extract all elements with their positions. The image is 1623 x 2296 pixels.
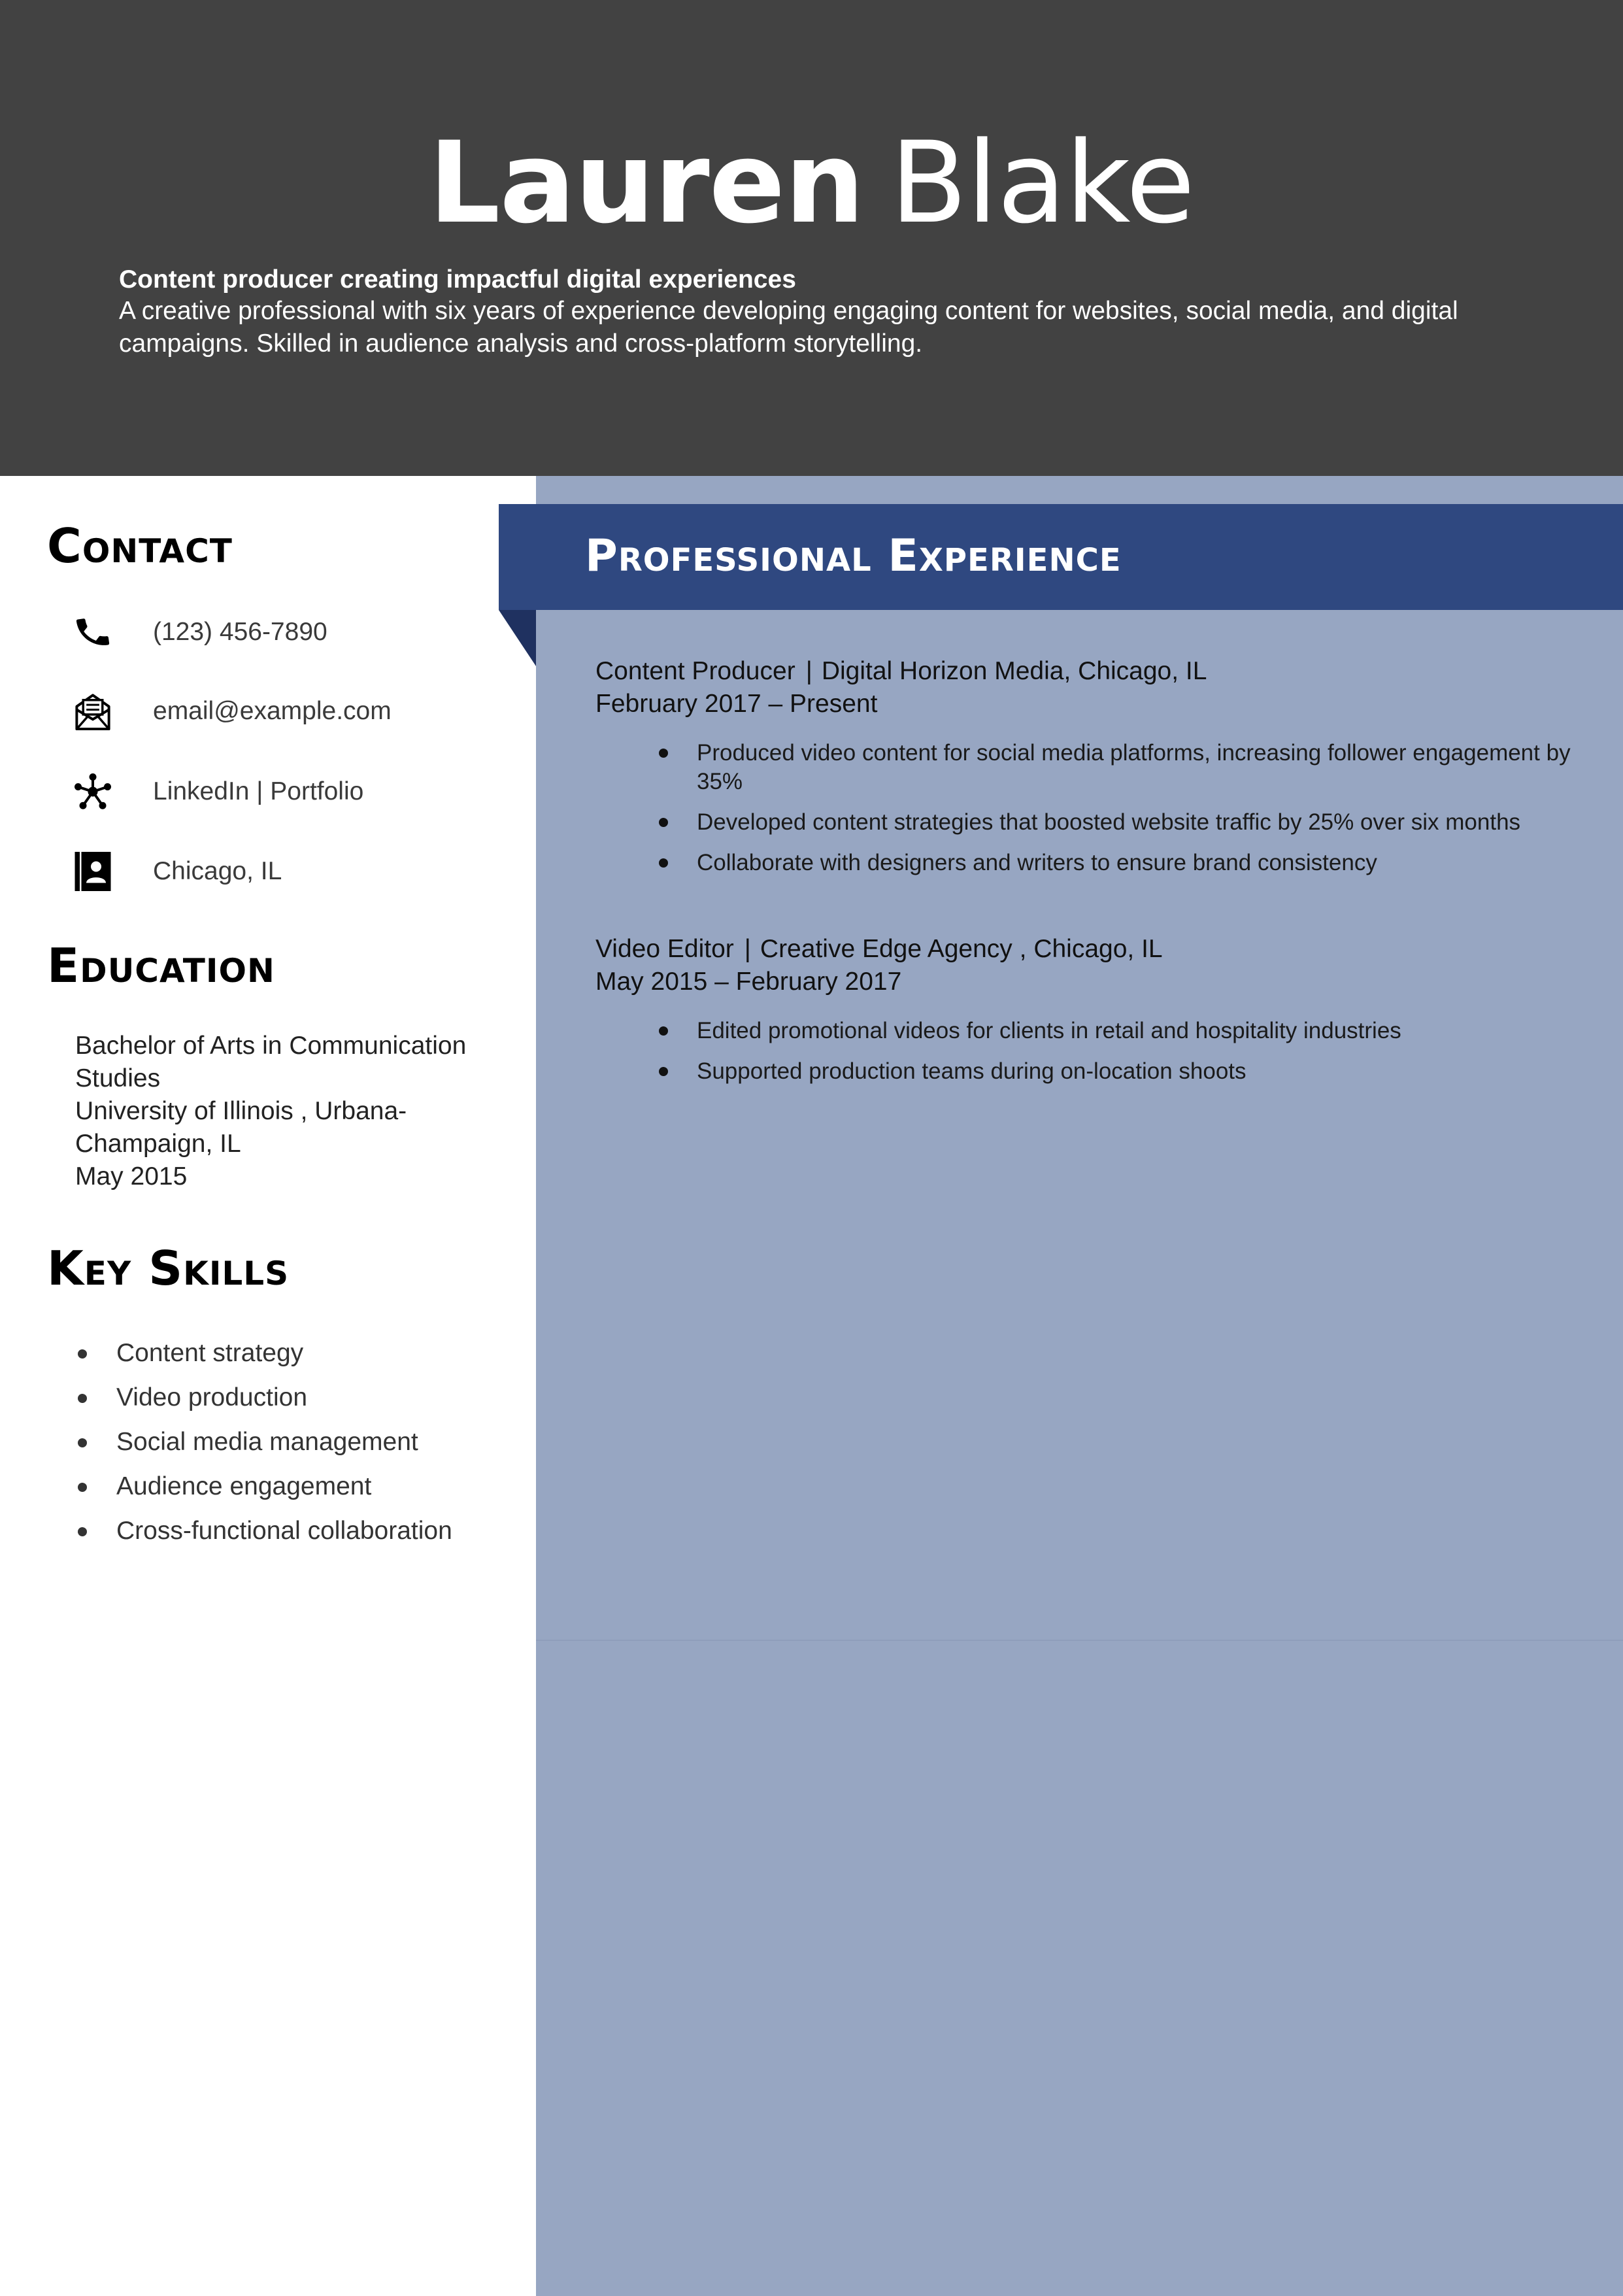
tagline: Content producer creating impactful digital experiences [119,265,796,294]
graduation-date: May 2015 [75,1162,188,1190]
job-heading [595,933,1589,966]
education-entry [75,1030,520,1193]
column-divider-line [536,1640,1623,1641]
skills-title: Key Skills [47,1241,290,1296]
education-title: Education [47,938,275,993]
phone-number: (123) 456-7890 [153,618,327,646]
job-company: Digital Horizon Media, Chicago, IL [821,657,1207,685]
job-separator: | [805,657,812,685]
email-address: email@example.com [153,697,392,725]
list-item: Developed content strategies that boosted website traffic by 25% over six months [595,808,1589,837]
last-name: Blake [890,117,1195,248]
location: Chicago, IL [153,857,282,885]
mail-icon [72,690,114,732]
job-bullets [595,739,1589,877]
contact-title: Contact [47,518,233,573]
job-company: Creative Edge Agency , Chicago, IL [760,935,1163,963]
resume-header [0,0,1623,476]
job-dates: May 2015 – February 2017 [595,968,902,996]
list-item: Audience engagement [75,1464,520,1509]
experience-title: Professional Experience [585,530,1122,582]
contact-card-icon [72,851,114,892]
job-entry [595,933,1589,1098]
list-item: Cross-functional collaboration [75,1509,520,1553]
job-role: Video Editor [595,935,734,963]
job-dates: February 2017 – Present [595,690,878,718]
list-item: Produced video content for social media platforms, increasing follower engagement by 35% [595,739,1589,796]
candidate-name [0,114,1623,252]
first-name: Lauren [428,117,864,248]
job-role: Content Producer [595,657,795,685]
list-item: Collaborate with designers and writers to ensure brand consistency [595,849,1589,877]
job-separator: | [744,935,751,963]
banner-fold [499,610,536,666]
contact-phone [72,609,516,655]
degree: Bachelor of Arts in Communication Studies [75,1032,467,1092]
summary: A creative professional with six years of experience developing engaging content for websites, social media, and digital campaigns. Skilled in audience analysis and cross-platform storytelling. [119,297,1458,358]
profile-links: LinkedIn | Portfolio [153,777,364,805]
network-icon [72,771,114,813]
school: University of Illinois , Urbana-Champaign, IL [75,1097,407,1158]
job-entry [595,655,1589,889]
phone-icon [72,611,114,653]
list-item: Supported production teams during on-location shoots [595,1057,1589,1086]
contact-location [72,849,516,894]
list-item: Social media management [75,1420,520,1464]
list-item: Video production [75,1376,520,1420]
list-item: Edited promotional videos for clients in retail and hospitality industries [595,1017,1589,1045]
job-bullets [595,1017,1589,1086]
job-heading [595,655,1589,688]
contact-links [72,769,516,815]
list-item: Content strategy [75,1331,520,1376]
skills-list [75,1331,520,1553]
contact-email [72,688,516,734]
